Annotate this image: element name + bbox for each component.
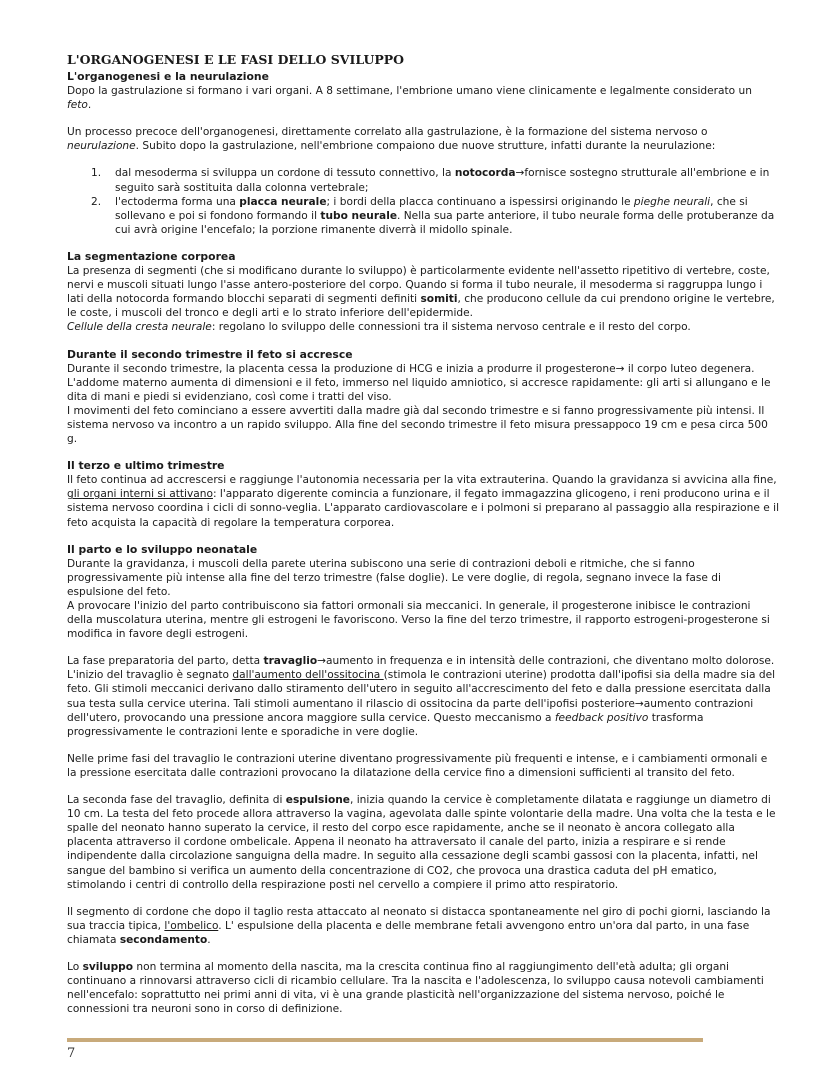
section-heading-terzo-trimestre: Il terzo e ultimo trimestre [67, 459, 225, 473]
bold-term: secondamento [119, 933, 208, 946]
section-heading-organogenesi: L'organogenesi e la neurulazione [67, 70, 269, 83]
paragraph [67, 473, 779, 529]
text-run: La seconda fase del travaglio, definita di [67, 794, 286, 807]
bold-term: sviluppo [82, 960, 134, 973]
paragraph: A provocare l'inizio del parto contribuiscono sia fattori ormonali sia meccanici. In generale, il progesterone inibisce le contrazioni della muscolatura uterina, mentre gli estrogeni le favoriscono. Verso la fine del terzo trimestre, il rapporto estrogeni-progesterone si modifica in favore degli estrogeni. [67, 600, 770, 641]
text-run: l'ectoderma forma una [115, 195, 240, 208]
bold-term: placca neurale [239, 195, 327, 208]
text-run: . [207, 933, 211, 946]
paragraph: Durante il secondo trimestre, la placenta cessa la produzione di HCG e inizia a produrre il progesterone→ il corpo luteo degenera. [67, 362, 755, 375]
text-run: Dopo la gastrulazione si formano i vari organi. A 8 settimane, l'embrione umano viene clinicamente e legalmente considerato un [67, 85, 752, 98]
list-number: 1. [91, 167, 102, 180]
text-run: : regolano lo sviluppo delle connessioni tra il sistema nervoso centrale e il resto del corpo. [211, 321, 691, 334]
text-run: , inizia quando la cervice è completamente dilatata e raggiunge un diametro di 10 cm. La testa del feto procede allora attraverso la vagina, agevolata dalle spinte volontarie della madre. Una volta che la testa e le spalle del neonato hanno superato la cervice, il resto del corpo esce rapidamente, anche se il neonato è ancora collegato alla placenta attraverso il cordone ombelicale. Appena il neonato ha attraversato il canale del parto, inizia a respirare e si rende indipendente dalla circolazione sanguigna della madre. In seguito alla cessazione degli scambi gassosi con la placenta, infatti, nel sangue del bambino si verifica un aumento della concentrazione di CO2, che provoca una drastica caduta del pH ematico, stimolando i centri di controllo della respirazione posti nel cervello a compiere il primo atto respiratorio. [67, 794, 776, 891]
text-run: trasforma progressivamente le contrazioni lente e sporadiche in vere doglie. [67, 711, 704, 738]
text-run: La presenza di segmenti (che si modificano durante lo sviluppo) è particolarmente evidente nell'assetto ripetitivo di vertebre, coste, nervi e muscoli situati lungo l'asse antero-posteriore del corpo. Quando si forma il tubo neurale, il mesoderma si raggruppa lungo i lati della notocorda formando blocchi separati di segmenti definiti [67, 265, 770, 306]
bold-term: travaglio [263, 655, 318, 668]
text-run: Il segmento di cordone che dopo il taglio resta attaccato al neonato si distacca spontaneamente nel giro di pochi giorni, lasciando la sua traccia tipica, [67, 905, 771, 932]
paragraph [67, 905, 779, 947]
paragraph [67, 84, 779, 112]
underlined-term: dall'aumento dell'ossitocina [232, 669, 384, 682]
text-run: Un processo precoce dell'organogenesi, direttamente correlato alla gastrulazione, è la formazione del sistema nervoso o [67, 126, 708, 139]
text-run: : l'apparato digerente comincia a funzionare, il fegato immagazzina glicogeno, i reni producono urina e il sistema nervoso coordina i cicli di sonno-veglia. L'apparato cardiovascolare e i polmoni si preparano al passaggio alla respirazione e il feto acquista la capacità di regolare la temperatura corporea. [67, 488, 780, 529]
text-run: . L' espulsione della placenta e delle membrane fetali avvengono entro un'ora dal parto, in una fase chiamata [67, 919, 750, 946]
text-run: →fornisce sostegno strutturale all'embrione e in seguito sarà sostituita dalla colonna vertebrale; [115, 167, 770, 194]
underlined-term: l'ombelico [164, 919, 219, 932]
text-run: Il feto continua ad accrescersi e raggiunge l'autonomia necessaria per la vita extrauterina. Quando la gravidanza si avvicina alla fine, [67, 474, 777, 487]
text-run: . [87, 99, 92, 112]
document-page [67, 52, 779, 1016]
text-run: , che producono cellule da cui prendono origine le vertebre, le coste, i muscoli del tronco e degli arti e lo strato inferiore dell'epidermide. [67, 293, 775, 320]
bold-term: somiti [420, 293, 458, 306]
paragraph [67, 793, 779, 892]
bold-term: notocorda [454, 167, 516, 180]
paragraph [67, 960, 779, 1016]
text-run: →aumento in frequenza e in intensità delle contrazioni, che diventano molto dolorose. L'inizio del travaglio è segnato [67, 655, 775, 682]
italic-term: feedback positivo [554, 711, 649, 724]
text-run: Lo [67, 960, 83, 973]
section-heading-parto: Il parto e lo sviluppo neonatale [67, 542, 258, 556]
text-run: ; i bordi della placca continuano a ispessirsi originando le [326, 195, 634, 208]
paragraph: L'addome materno aumenta di dimensioni e il feto, immerso nel liquido amniotico, si accresce rapidamente: gli arti si allungano e le dita di mani e piedi si evidenziano, così come i tratti del viso. [67, 376, 771, 403]
document-title: L'ORGANOGENESI E LE FASI DELLO SVILUPPO [67, 52, 405, 67]
bold-term: espulsione [285, 794, 350, 807]
italic-term: neurulazione [67, 140, 136, 153]
list-item [67, 195, 779, 237]
text-run: , che si sollevano e poi si fondono formando il [115, 195, 748, 222]
list-item [67, 166, 779, 194]
paragraph [67, 320, 779, 334]
section-heading-secondo-trimestre: Durante il secondo trimestre il feto si accresce [67, 347, 353, 361]
text-run: . Nella sua parte anteriore, il tubo neurale forma delle protuberanze da cui avrà origine l'encefalo; la porzione rimanente diverrà il midollo spinale. [115, 209, 775, 236]
footer-rule [67, 1038, 703, 1042]
paragraph [67, 264, 779, 320]
section-heading-segmentazione: La segmentazione corporea [67, 249, 236, 263]
italic-term: pieghe neurali [633, 195, 711, 208]
text-run: (stimola le contrazioni uterine) prodotta dall'ipofisi sia della madre sia del feto. Gli stimoli meccanici derivano dallo stiramento dell'utero in seguito all'accrescimento del feto e dalla pressione esercitata dalla sua testa sulla cervice uterina. Tali stimoli aumentano il rilascio di ossitocina da parte dell'ipofisi posteriore→aumento contrazioni dell'utero, provocando una pressione ancora maggiore sulla cervice. Questo meccanismo a [67, 669, 776, 724]
text-run: non termina al momento della nascita, ma la crescita continua fino al raggiungimento dell'età adulta; gli organi continuano a rinnovarsi attraverso cicli di ricambio cellulare. Tra la nascita e l'adolescenza, lo sviluppo causa notevoli cambiamenti nell'encefalo: soprattutto nei primi anni di vita, vi è una grande plasticità nell'organizzazione del sistema nervoso, poiché le connessioni tra neuroni sono in corso di definizione. [67, 960, 764, 1016]
text-run: La fase preparatoria del parto, detta [67, 655, 264, 668]
paragraph [67, 654, 779, 739]
paragraph: Nelle prime fasi del travaglio le contrazioni uterine diventano progressivamente più frequenti e intense, e i cambiamenti ormonali e la pressione esercitata dalle contrazioni provocano la dilatazione della cervice fino a dimensioni sufficienti al transito del feto. [67, 752, 768, 779]
page-number: 7 [67, 1046, 76, 1061]
paragraph [67, 125, 779, 153]
neurulation-list [67, 166, 779, 236]
italic-term: Cellule della cresta neurale [67, 321, 212, 334]
paragraph: Durante la gravidanza, i muscoli della parete uterina subiscono una serie di contrazioni deboli e ritmiche, che si fanno progressivamente più intense alla fine del terzo trimestre (false doglie). Le vere doglie, di regola, segnano invece la fase di espulsione del feto. [67, 557, 721, 598]
text-run: . Subito dopo la gastrulazione, nell'embrione compaiono due nuove strutture, infatti durante la neurulazione: [135, 140, 716, 153]
paragraph: I movimenti del feto cominciano a essere avvertiti dalla madre già dal secondo trimestre e si fanno progressivamente più intensi. Il sistema nervoso va incontro a un rapido sviluppo. Alla fine del secondo trimestre il feto misura pressappoco 19 cm e pesa circa 500 g. [67, 404, 768, 446]
text-run: dal mesoderma si sviluppa un cordone di tessuto connettivo, la [115, 167, 455, 180]
bold-term: tubo neurale [320, 209, 398, 222]
italic-term: feto [67, 99, 88, 112]
list-number: 2. [91, 195, 102, 208]
underlined-term: gli organi interni si attivano [67, 488, 213, 501]
